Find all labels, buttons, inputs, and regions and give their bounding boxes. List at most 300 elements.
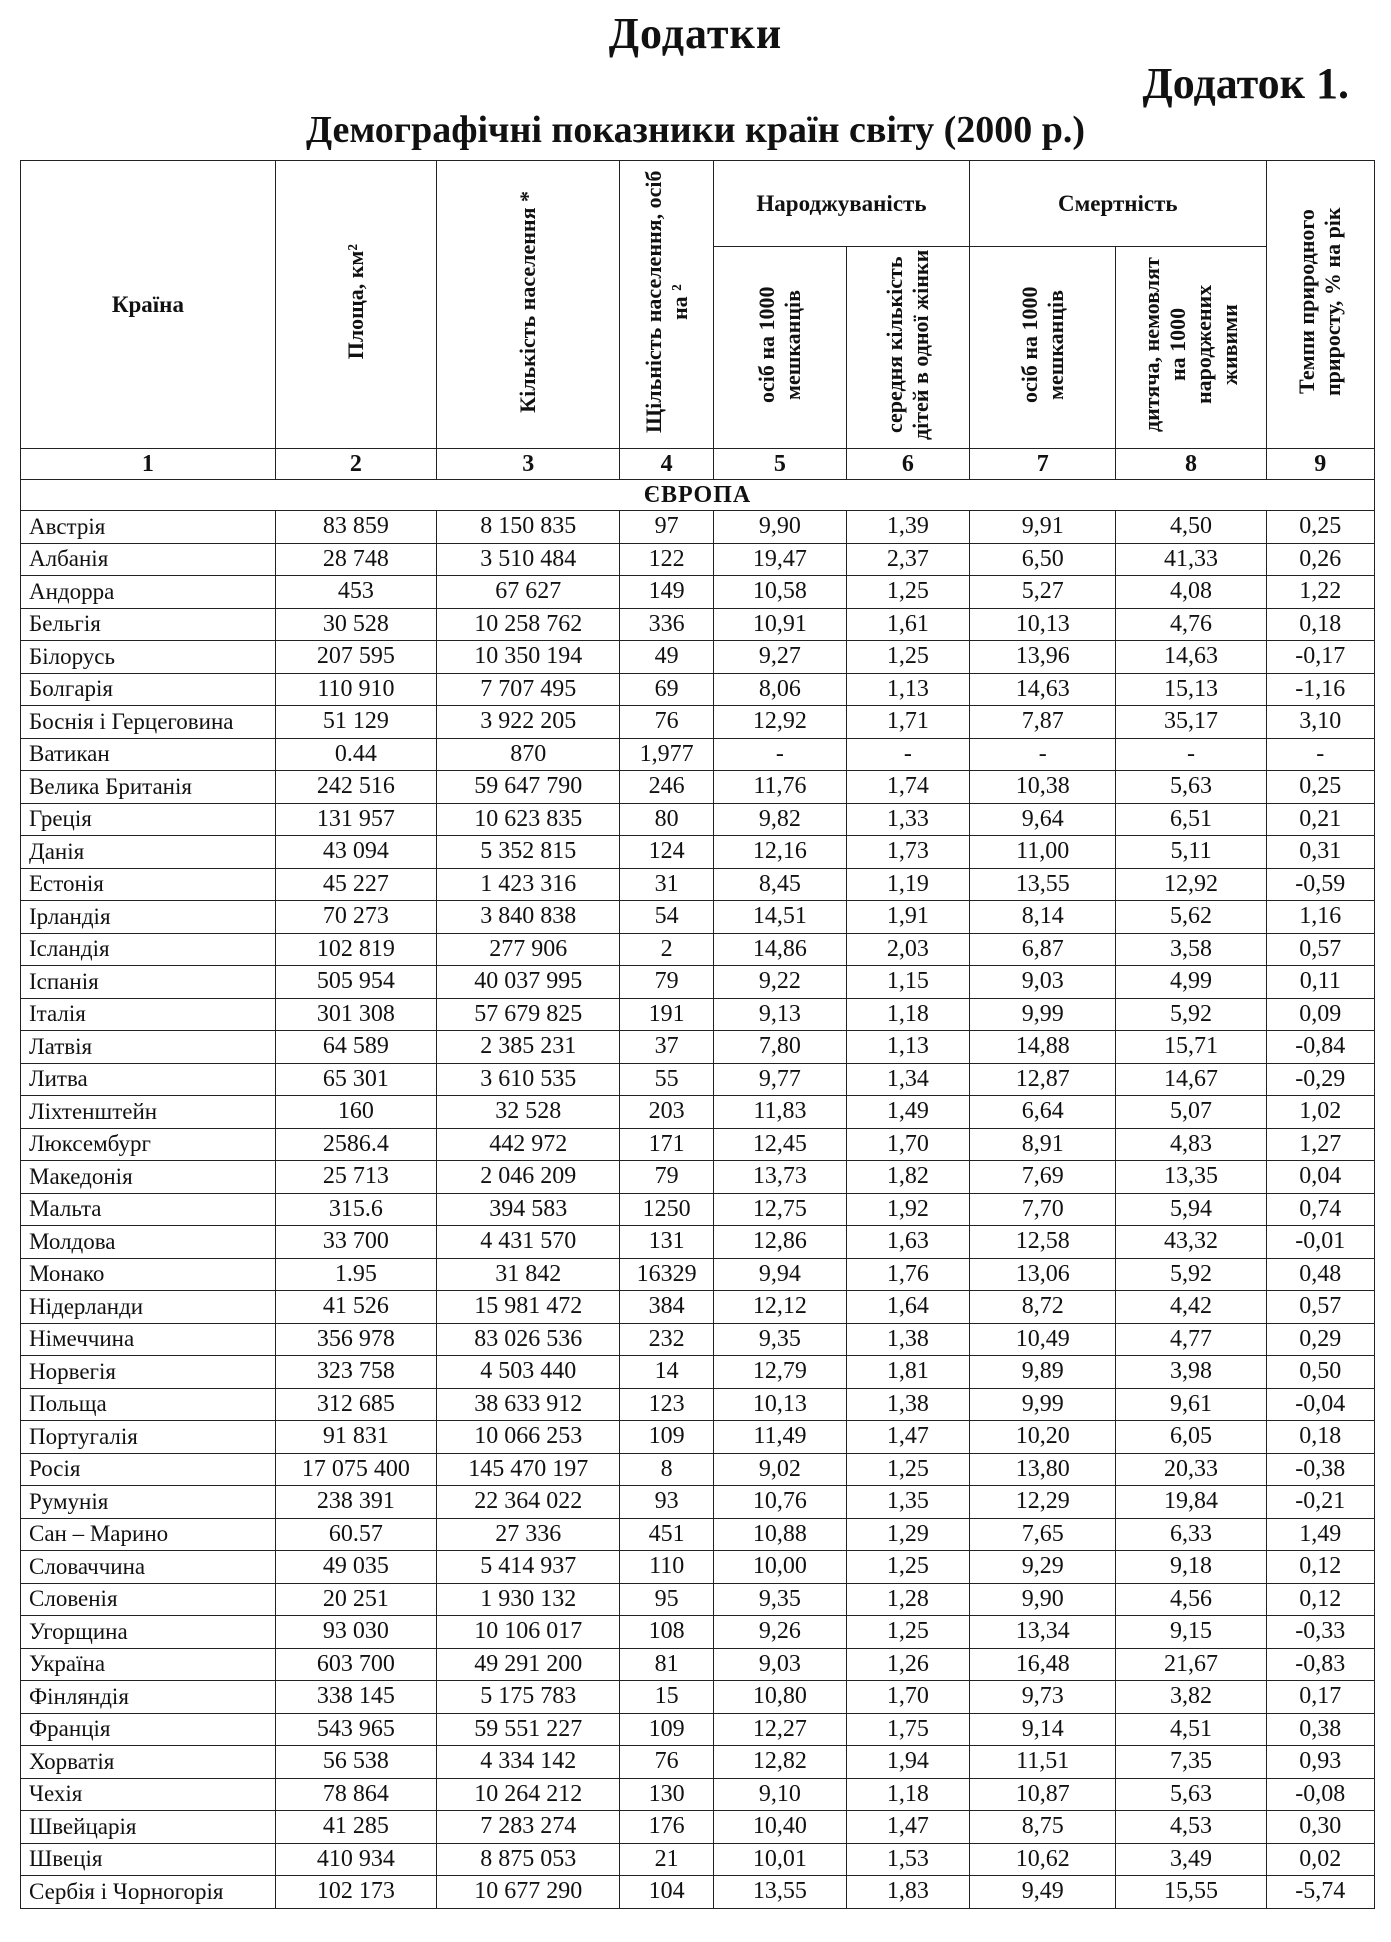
value-cell: 1,28 [846,1583,969,1616]
value-cell: 102 173 [275,1876,436,1909]
value-cell: 3,82 [1116,1681,1266,1714]
value-cell: 7,69 [969,1161,1115,1194]
value-cell: 238 391 [275,1486,436,1519]
value-cell: 69 [620,673,714,706]
value-cell: -0,04 [1266,1388,1374,1421]
value-cell: 13,55 [969,868,1115,901]
table-row [21,608,1375,641]
value-cell: 4,42 [1116,1291,1266,1324]
value-cell: 59 647 790 [437,771,620,804]
value-cell: 1,18 [846,1778,969,1811]
value-cell: 4,76 [1116,608,1266,641]
value-cell: 1,82 [846,1161,969,1194]
value-cell: 505 954 [275,966,436,999]
table-row [21,511,1375,544]
table-row [21,706,1375,739]
header-row-top [21,161,1375,247]
value-cell: - [713,738,846,771]
value-cell: 15,13 [1116,673,1266,706]
value-cell: 1,74 [846,771,969,804]
value-cell: 5,07 [1116,1096,1266,1129]
table-row [21,933,1375,966]
value-cell: 207 595 [275,641,436,674]
country-cell: Велика Британія [21,771,276,804]
value-cell: 3,58 [1116,933,1266,966]
value-cell: 7 283 274 [437,1811,620,1844]
value-cell: 0,31 [1266,836,1374,869]
value-cell: 149 [620,576,714,609]
table-row [21,1323,1375,1356]
value-cell: 11,76 [713,771,846,804]
value-cell: 13,34 [969,1616,1115,1649]
value-cell: 1,38 [846,1388,969,1421]
value-cell: 0,57 [1266,1291,1374,1324]
column-number: 3 [437,449,620,480]
value-cell: 9,14 [969,1713,1115,1746]
value-cell: 13,96 [969,641,1115,674]
value-cell: 10,88 [713,1518,846,1551]
value-cell: 1,16 [1266,901,1374,934]
country-cell: Угорщина [21,1616,276,1649]
value-cell: 2,37 [846,543,969,576]
column-number: 1 [21,449,276,480]
table-row [21,1063,1375,1096]
value-cell: 4,56 [1116,1583,1266,1616]
value-cell: 1.95 [275,1258,436,1291]
value-cell: 1,61 [846,608,969,641]
table-row [21,1258,1375,1291]
value-cell: 9,22 [713,966,846,999]
value-cell: 1,25 [846,1551,969,1584]
value-cell: 8 [620,1453,714,1486]
value-cell: 1,25 [846,576,969,609]
table-row [21,1356,1375,1389]
value-cell: 0,57 [1266,933,1374,966]
value-cell: 4 334 142 [437,1746,620,1779]
value-cell: 5 175 783 [437,1681,620,1714]
value-cell: 14,67 [1116,1063,1266,1096]
value-cell: 394 583 [437,1193,620,1226]
value-cell: 15,55 [1116,1876,1266,1909]
value-cell: 277 906 [437,933,620,966]
value-cell: 5,27 [969,576,1115,609]
value-cell: 7,70 [969,1193,1115,1226]
value-cell: 9,73 [969,1681,1115,1714]
table-row [21,1128,1375,1161]
value-cell: 8 875 053 [437,1843,620,1876]
value-cell: 9,35 [713,1583,846,1616]
table-row [21,1811,1375,1844]
value-cell: 0,25 [1266,771,1374,804]
value-cell: 8,91 [969,1128,1115,1161]
country-cell: Португалія [21,1421,276,1454]
value-cell: 49 [620,641,714,674]
value-cell: 323 758 [275,1356,436,1389]
value-cell: 3 510 484 [437,543,620,576]
value-cell: 10 350 194 [437,641,620,674]
value-cell: 56 538 [275,1746,436,1779]
table-row [21,1226,1375,1259]
table-row [21,1876,1375,1909]
value-cell: 1,34 [846,1063,969,1096]
value-cell: 97 [620,511,714,544]
value-cell: 1,38 [846,1323,969,1356]
value-cell: 13,35 [1116,1161,1266,1194]
value-cell: 8,75 [969,1811,1115,1844]
value-cell: 9,99 [969,998,1115,1031]
value-cell: 171 [620,1128,714,1161]
value-cell: 0,12 [1266,1551,1374,1584]
value-cell: 12,87 [969,1063,1115,1096]
table-row [21,1648,1375,1681]
value-cell: 10 066 253 [437,1421,620,1454]
value-cell: 1,49 [846,1096,969,1129]
value-cell: 203 [620,1096,714,1129]
value-cell: -0,83 [1266,1648,1374,1681]
value-cell: 21,67 [1116,1648,1266,1681]
column-number: 9 [1266,449,1374,480]
value-cell: 5,62 [1116,901,1266,934]
value-cell: 13,80 [969,1453,1115,1486]
value-cell: 12,75 [713,1193,846,1226]
value-cell: 10,62 [969,1843,1115,1876]
table-row [21,1096,1375,1129]
value-cell: 0,18 [1266,608,1374,641]
value-cell: 4,51 [1116,1713,1266,1746]
value-cell: 1250 [620,1193,714,1226]
country-cell: Австрія [21,511,276,544]
value-cell: 3,98 [1116,1356,1266,1389]
value-cell: 16,48 [969,1648,1115,1681]
value-cell: 9,13 [713,998,846,1031]
col-header-infant-mortality: дитяча, немовлят на 1000 народжених живими [1116,247,1266,449]
value-cell: 312 685 [275,1388,436,1421]
value-cell: 10 258 762 [437,608,620,641]
region-label: ЄВРОПА [21,480,1375,511]
value-cell: 13,73 [713,1161,846,1194]
value-cell: 6,87 [969,933,1115,966]
value-cell: 12,82 [713,1746,846,1779]
value-cell: 2 385 231 [437,1031,620,1064]
value-cell: 11,83 [713,1096,846,1129]
value-cell: 1 930 132 [437,1583,620,1616]
table-title: Демографічні показники країн світу (2000 р.) [305,109,1086,151]
value-cell: -1,16 [1266,673,1374,706]
country-cell: Ватикан [21,738,276,771]
value-cell: 9,03 [713,1648,846,1681]
value-cell: 4,08 [1116,576,1266,609]
table-row [21,576,1375,609]
col-header-growth: Темпи природного приросту, % на рік [1266,161,1374,449]
value-cell: 49 291 200 [437,1648,620,1681]
table-row [21,1453,1375,1486]
value-cell: 1,63 [846,1226,969,1259]
value-cell: 1,25 [846,641,969,674]
value-cell: 27 336 [437,1518,620,1551]
value-cell: 1,35 [846,1486,969,1519]
country-cell: Македонія [21,1161,276,1194]
value-cell: 11,51 [969,1746,1115,1779]
value-cell: 10,00 [713,1551,846,1584]
value-cell: 7,80 [713,1031,846,1064]
table-row [21,966,1375,999]
region-row [21,480,1375,511]
value-cell: 242 516 [275,771,436,804]
value-cell: 8,72 [969,1291,1115,1324]
country-cell: Греція [21,803,276,836]
value-cell: 3,10 [1266,706,1374,739]
value-cell: 12,79 [713,1356,846,1389]
value-cell: -0,08 [1266,1778,1374,1811]
value-cell: 9,15 [1116,1616,1266,1649]
table-row [21,1551,1375,1584]
value-cell: 130 [620,1778,714,1811]
table-row [21,1843,1375,1876]
value-cell: 124 [620,836,714,869]
value-cell: 1,13 [846,673,969,706]
value-cell: 8,45 [713,868,846,901]
country-cell: Норвегія [21,1356,276,1389]
value-cell: 59 551 227 [437,1713,620,1746]
country-cell: Мальта [21,1193,276,1226]
value-cell: 12,92 [713,706,846,739]
value-cell: 145 470 197 [437,1453,620,1486]
value-cell: 1,49 [1266,1518,1374,1551]
value-cell: 12,27 [713,1713,846,1746]
value-cell: 1,76 [846,1258,969,1291]
value-cell: 301 308 [275,998,436,1031]
value-cell: 1,47 [846,1421,969,1454]
value-cell: 10,20 [969,1421,1115,1454]
value-cell: 3 840 838 [437,901,620,934]
value-cell: 83 026 536 [437,1323,620,1356]
value-cell: 5 414 937 [437,1551,620,1584]
value-cell: 13,55 [713,1876,846,1909]
country-cell: Боснія і Герцеговина [21,706,276,739]
country-cell: Хорватія [21,1746,276,1779]
value-cell: 0,26 [1266,543,1374,576]
value-cell: 0,09 [1266,998,1374,1031]
value-cell: 6,05 [1116,1421,1266,1454]
country-cell: Румунія [21,1486,276,1519]
value-cell: 31 [620,868,714,901]
value-cell: 9,03 [969,966,1115,999]
value-cell: 0,74 [1266,1193,1374,1226]
value-cell: 191 [620,998,714,1031]
country-cell: Словенія [21,1583,276,1616]
value-cell: 336 [620,608,714,641]
value-cell: 384 [620,1291,714,1324]
value-cell: 1,19 [846,868,969,901]
value-cell: 14,51 [713,901,846,934]
value-cell: 1,91 [846,901,969,934]
value-cell: 9,35 [713,1323,846,1356]
value-cell: 7,87 [969,706,1115,739]
table-row [21,998,1375,1031]
value-cell: 10 677 290 [437,1876,620,1909]
table-row [21,1616,1375,1649]
table-row [21,1713,1375,1746]
value-cell: 10,38 [969,771,1115,804]
value-cell: 57 679 825 [437,998,620,1031]
value-cell: 10,91 [713,608,846,641]
value-cell: 9,61 [1116,1388,1266,1421]
value-cell: 12,92 [1116,868,1266,901]
country-cell: Ліхтенштейн [21,1096,276,1129]
value-cell: 14,63 [969,673,1115,706]
value-cell: 1,70 [846,1681,969,1714]
value-cell: 1,22 [1266,576,1374,609]
value-cell: 6,51 [1116,803,1266,836]
country-cell: Нідерланди [21,1291,276,1324]
value-cell: 7,35 [1116,1746,1266,1779]
value-cell: 15 [620,1681,714,1714]
value-cell: 176 [620,1811,714,1844]
value-cell: 33 700 [275,1226,436,1259]
value-cell: 6,33 [1116,1518,1266,1551]
value-cell: -0,21 [1266,1486,1374,1519]
value-cell: 543 965 [275,1713,436,1746]
value-cell: 11,49 [713,1421,846,1454]
value-cell: 76 [620,1746,714,1779]
value-cell: - [1266,738,1374,771]
value-cell: 0,18 [1266,1421,1374,1454]
value-cell: 110 910 [275,673,436,706]
col-group-birth: Народжуваність [713,161,969,247]
value-cell: 41,33 [1116,543,1266,576]
country-cell: Монако [21,1258,276,1291]
value-cell: 0,25 [1266,511,1374,544]
value-cell: 4,53 [1116,1811,1266,1844]
col-header-country: Країна [21,161,276,449]
value-cell: 4,50 [1116,511,1266,544]
value-cell: 91 831 [275,1421,436,1454]
value-cell: 41 285 [275,1811,436,1844]
value-cell: 9,26 [713,1616,846,1649]
demographics-table [20,160,1375,1909]
value-cell: 93 [620,1486,714,1519]
col-header-children-per-woman: середня кількість дітей в одної жінки [846,247,969,449]
value-cell: 0.44 [275,738,436,771]
value-cell: 7 707 495 [437,673,620,706]
value-cell: 1,18 [846,998,969,1031]
value-cell: 13,06 [969,1258,1115,1291]
value-cell: 12,12 [713,1291,846,1324]
value-cell: 9,94 [713,1258,846,1291]
value-cell: -0,38 [1266,1453,1374,1486]
value-cell: 0,02 [1266,1843,1374,1876]
value-cell: 8,06 [713,673,846,706]
value-cell: 95 [620,1583,714,1616]
value-cell: 123 [620,1388,714,1421]
country-cell: Латвія [21,1031,276,1064]
value-cell: 19,47 [713,543,846,576]
value-cell: 12,86 [713,1226,846,1259]
value-cell: 1,25 [846,1453,969,1486]
col-header-birth-per-1000: осіб на 1000 мешканців [713,247,846,449]
value-cell: 410 934 [275,1843,436,1876]
value-cell: 12,58 [969,1226,1115,1259]
country-cell: Естонія [21,868,276,901]
value-cell: 315.6 [275,1193,436,1226]
value-cell: 9,89 [969,1356,1115,1389]
value-cell: 108 [620,1616,714,1649]
country-cell: Сан – Марино [21,1518,276,1551]
table-row [21,1421,1375,1454]
value-cell: 1,27 [1266,1128,1374,1161]
value-cell: 10,13 [969,608,1115,641]
table-row [21,901,1375,934]
country-cell: Албанія [21,543,276,576]
value-cell: 32 528 [437,1096,620,1129]
value-cell: 65 301 [275,1063,436,1096]
value-cell: 67 627 [437,576,620,609]
value-cell: 0,17 [1266,1681,1374,1714]
column-number: 7 [969,449,1115,480]
value-cell: 5,63 [1116,771,1266,804]
value-cell: 1,70 [846,1128,969,1161]
value-cell: 35,17 [1116,706,1266,739]
value-cell: 1,94 [846,1746,969,1779]
value-cell: 10,49 [969,1323,1115,1356]
value-cell: 1,73 [846,836,969,869]
table-body [21,511,1375,1909]
value-cell: 10,40 [713,1811,846,1844]
value-cell: 2586.4 [275,1128,436,1161]
value-cell: 83 859 [275,511,436,544]
table-row [21,738,1375,771]
table-row [21,543,1375,576]
value-cell: 4,83 [1116,1128,1266,1161]
table-row [21,1486,1375,1519]
value-cell: 10,87 [969,1778,1115,1811]
country-cell: Росія [21,1453,276,1486]
value-cell: 60.57 [275,1518,436,1551]
value-cell: 20,33 [1116,1453,1266,1486]
country-cell: Андорра [21,576,276,609]
value-cell: 7,65 [969,1518,1115,1551]
column-number: 8 [1116,449,1266,480]
value-cell: 5,63 [1116,1778,1266,1811]
value-cell: 0,30 [1266,1811,1374,1844]
value-cell: 38 633 912 [437,1388,620,1421]
value-cell: 55 [620,1063,714,1096]
value-cell: 109 [620,1713,714,1746]
country-cell: Болгарія [21,673,276,706]
value-cell: 81 [620,1648,714,1681]
value-cell: 10,76 [713,1486,846,1519]
value-cell: 9,49 [969,1876,1115,1909]
value-cell: -0,29 [1266,1063,1374,1096]
value-cell: -0,01 [1266,1226,1374,1259]
table-row [21,836,1375,869]
value-cell: 356 978 [275,1323,436,1356]
value-cell: 453 [275,576,436,609]
table-row [21,1161,1375,1194]
value-cell: 1,02 [1266,1096,1374,1129]
value-cell: 5,92 [1116,998,1266,1031]
country-cell: Швеція [21,1843,276,1876]
value-cell: 2 046 209 [437,1161,620,1194]
value-cell: 0,12 [1266,1583,1374,1616]
value-cell: 4 431 570 [437,1226,620,1259]
table-row [21,1291,1375,1324]
col-header-population: Кількість населення * [437,161,620,449]
value-cell: -5,74 [1266,1876,1374,1909]
value-cell: 14,63 [1116,641,1266,674]
country-cell: Франція [21,1713,276,1746]
value-cell: 10,80 [713,1681,846,1714]
